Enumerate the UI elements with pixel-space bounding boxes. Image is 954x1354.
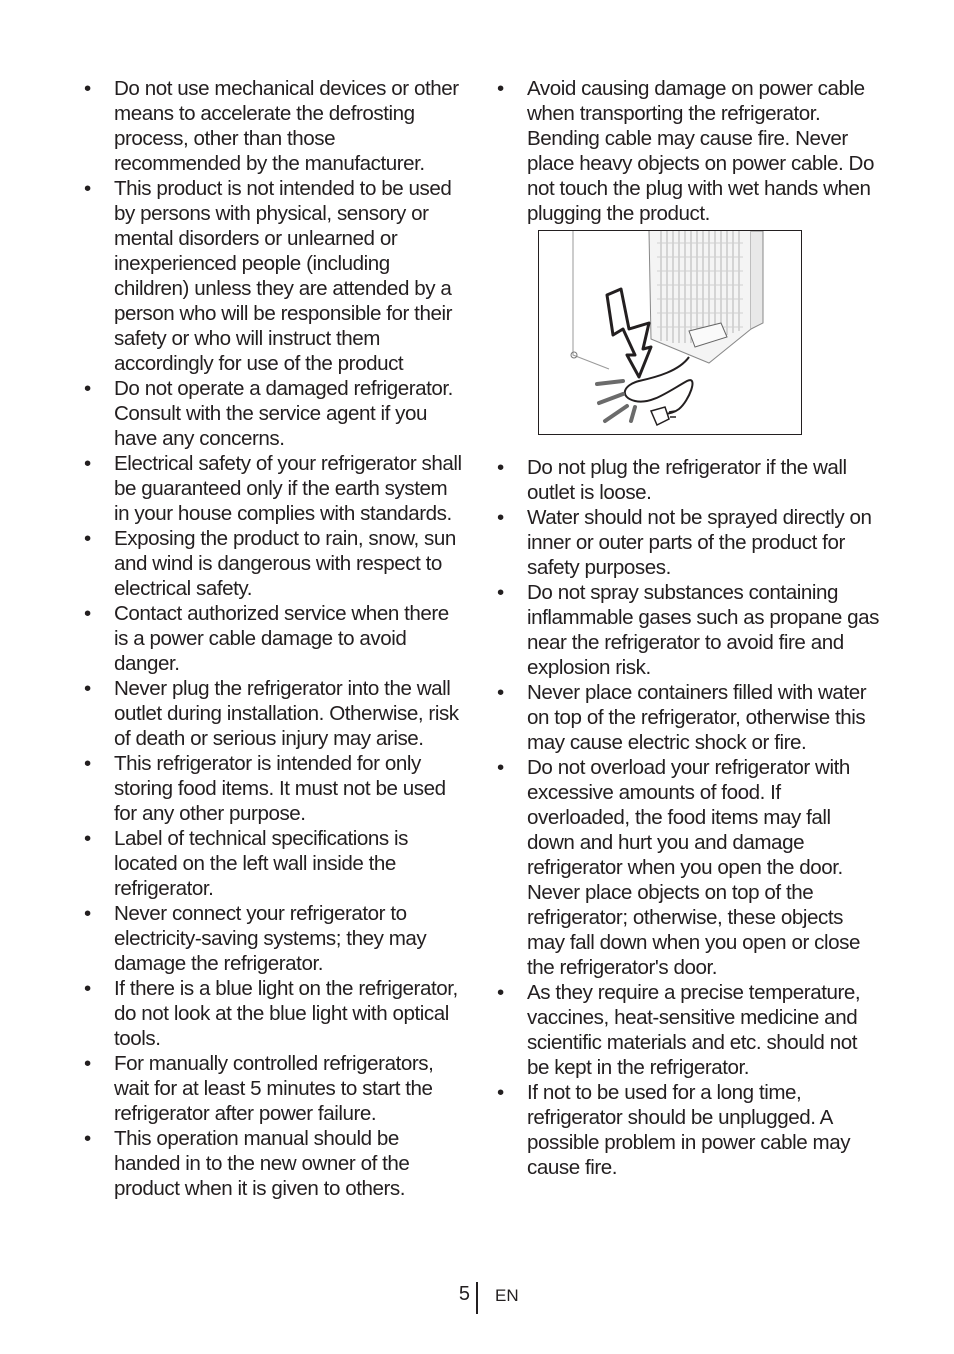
- bullet-icon: •: [497, 506, 504, 529]
- list-item: [497, 980, 881, 1080]
- list-item: [497, 76, 881, 226]
- bullet-text: This operation manual should be handed in to the new owner of the product when it is given to others.: [114, 1127, 410, 1200]
- bullet-text: Do not plug the refrigerator if the wall outlet is loose.: [527, 456, 847, 504]
- bullet-icon: •: [84, 752, 91, 775]
- right-column: [497, 76, 881, 1180]
- bullet-icon: •: [84, 977, 91, 1000]
- list-item: [84, 751, 466, 826]
- bullet-icon: •: [84, 677, 91, 700]
- list-item: [84, 176, 466, 376]
- bullet-text: For manually controlled refrigerators, wait for at least 5 minutes to start the refrigerator after power failure.: [114, 1052, 434, 1125]
- refrigerator-back-cable-image: [539, 231, 801, 434]
- bullet-text: Label of technical specifications is located on the left wall inside the refrigerator.: [114, 827, 409, 900]
- list-item: [497, 580, 881, 680]
- list-item: [84, 601, 466, 676]
- bullet-icon: •: [497, 756, 504, 779]
- language-label: EN: [495, 1286, 519, 1305]
- bullet-text: Do not spray substances containing inflammable gases such as propane gas near the refrigerator to avoid fire and explosion risk.: [527, 581, 879, 679]
- bullet-text: If not to be used for a long time, refrigerator should be unplugged. A possible problem in power cable may cause fire.: [527, 1081, 851, 1179]
- bullet-icon: •: [84, 452, 91, 475]
- bullet-icon: •: [84, 377, 91, 400]
- list-item: [84, 901, 466, 976]
- bullet-text: Do not operate a damaged refrigerator. Consult with the service agent if you have any concerns.: [114, 377, 453, 450]
- list-item: [84, 1126, 466, 1201]
- list-item: [497, 755, 881, 980]
- bullet-text: Never place containers filled with water on top of the refrigerator, otherwise this may cause electric shock or fire.: [527, 681, 867, 754]
- bullet-icon: •: [497, 681, 504, 704]
- right-bullet-list: [497, 455, 881, 1180]
- bullet-icon: •: [84, 77, 91, 100]
- bullet-icon: •: [497, 581, 504, 604]
- list-item: [84, 1051, 466, 1126]
- left-column: [84, 76, 466, 1201]
- bullet-text: This refrigerator is intended for only storing food items. It must not be used for any other purpose.: [114, 752, 446, 825]
- bullet-icon: •: [497, 77, 504, 100]
- power-cable-illustration: [538, 230, 802, 435]
- list-item: [497, 1080, 881, 1180]
- bullet-icon: •: [84, 177, 91, 200]
- bullet-text: Do not overload your refrigerator with excessive amounts of food. If overloaded, the food items may fall down and hurt you and damage refrigerator when you open the door. Never place objects on top of the refrigerator; otherwise, these objects may fall down when you open or close the refrigerator's door.: [527, 756, 860, 979]
- bullet-text: Never connect your refrigerator to electricity-saving systems; they may damage the refrigerator.: [114, 902, 427, 975]
- bullet-text: Water should not be sprayed directly on inner or outer parts of the product for safety purposes.: [527, 506, 872, 579]
- right-top-bullet-list: [497, 76, 881, 226]
- bullet-icon: •: [84, 827, 91, 850]
- bullet-text: If there is a blue light on the refrigerator, do not look at the blue light with optical tools.: [114, 977, 458, 1050]
- bullet-text: Avoid causing damage on power cable when transporting the refrigerator. Bending cable may cause fire. Never place heavy objects on power cable. Do not touch the plug with wet hands when plugging the product.: [527, 77, 874, 225]
- bullet-text: Exposing the product to rain, snow, sun and wind is dangerous with respect to electrical safety.: [114, 527, 456, 600]
- list-item: [497, 505, 881, 580]
- list-item: [84, 976, 466, 1051]
- list-item: [84, 526, 466, 601]
- list-item: [497, 455, 881, 505]
- page-number: 5: [458, 1283, 470, 1305]
- list-item: [84, 826, 466, 901]
- list-item: [497, 680, 881, 755]
- bullet-icon: •: [497, 456, 504, 479]
- bullet-icon: •: [84, 902, 91, 925]
- bullet-icon: •: [84, 527, 91, 550]
- list-item: [84, 676, 466, 751]
- bullet-text: Never plug the refrigerator into the wall outlet during installation. Otherwise, risk of death or serious injury may arise.: [114, 677, 459, 750]
- bullet-text: As they require a precise temperature, vaccines, heat-sensitive medicine and scientific materials and etc. should not be kept in the refrigerator.: [527, 981, 861, 1079]
- footer-divider: [476, 1282, 478, 1314]
- bullet-icon: •: [497, 981, 504, 1004]
- bullet-icon: •: [84, 1052, 91, 1075]
- bullet-text: This product is not intended to be used by persons with physical, sensory or mental disorders or unlearned or inexperienced people (including children) unless they are attended by a person who will be responsible for their safety or who will instruct them accordingly for use of the product: [114, 177, 452, 375]
- list-item: [84, 376, 466, 451]
- bullet-icon: •: [497, 1081, 504, 1104]
- bullet-text: Do not use mechanical devices or other means to accelerate the defrosting process, other than those recommended by the manufacturer.: [114, 77, 459, 175]
- left-bullet-list: [84, 76, 466, 1201]
- bullet-text: Contact authorized service when there is a power cable damage to avoid danger.: [114, 602, 449, 675]
- list-item: [84, 451, 466, 526]
- page-footer: [0, 1282, 954, 1316]
- bullet-icon: •: [84, 602, 91, 625]
- bullet-icon: •: [84, 1127, 91, 1150]
- bullet-text: Electrical safety of your refrigerator shall be guaranteed only if the earth system in your house complies with standards.: [114, 452, 462, 525]
- list-item: [84, 76, 466, 176]
